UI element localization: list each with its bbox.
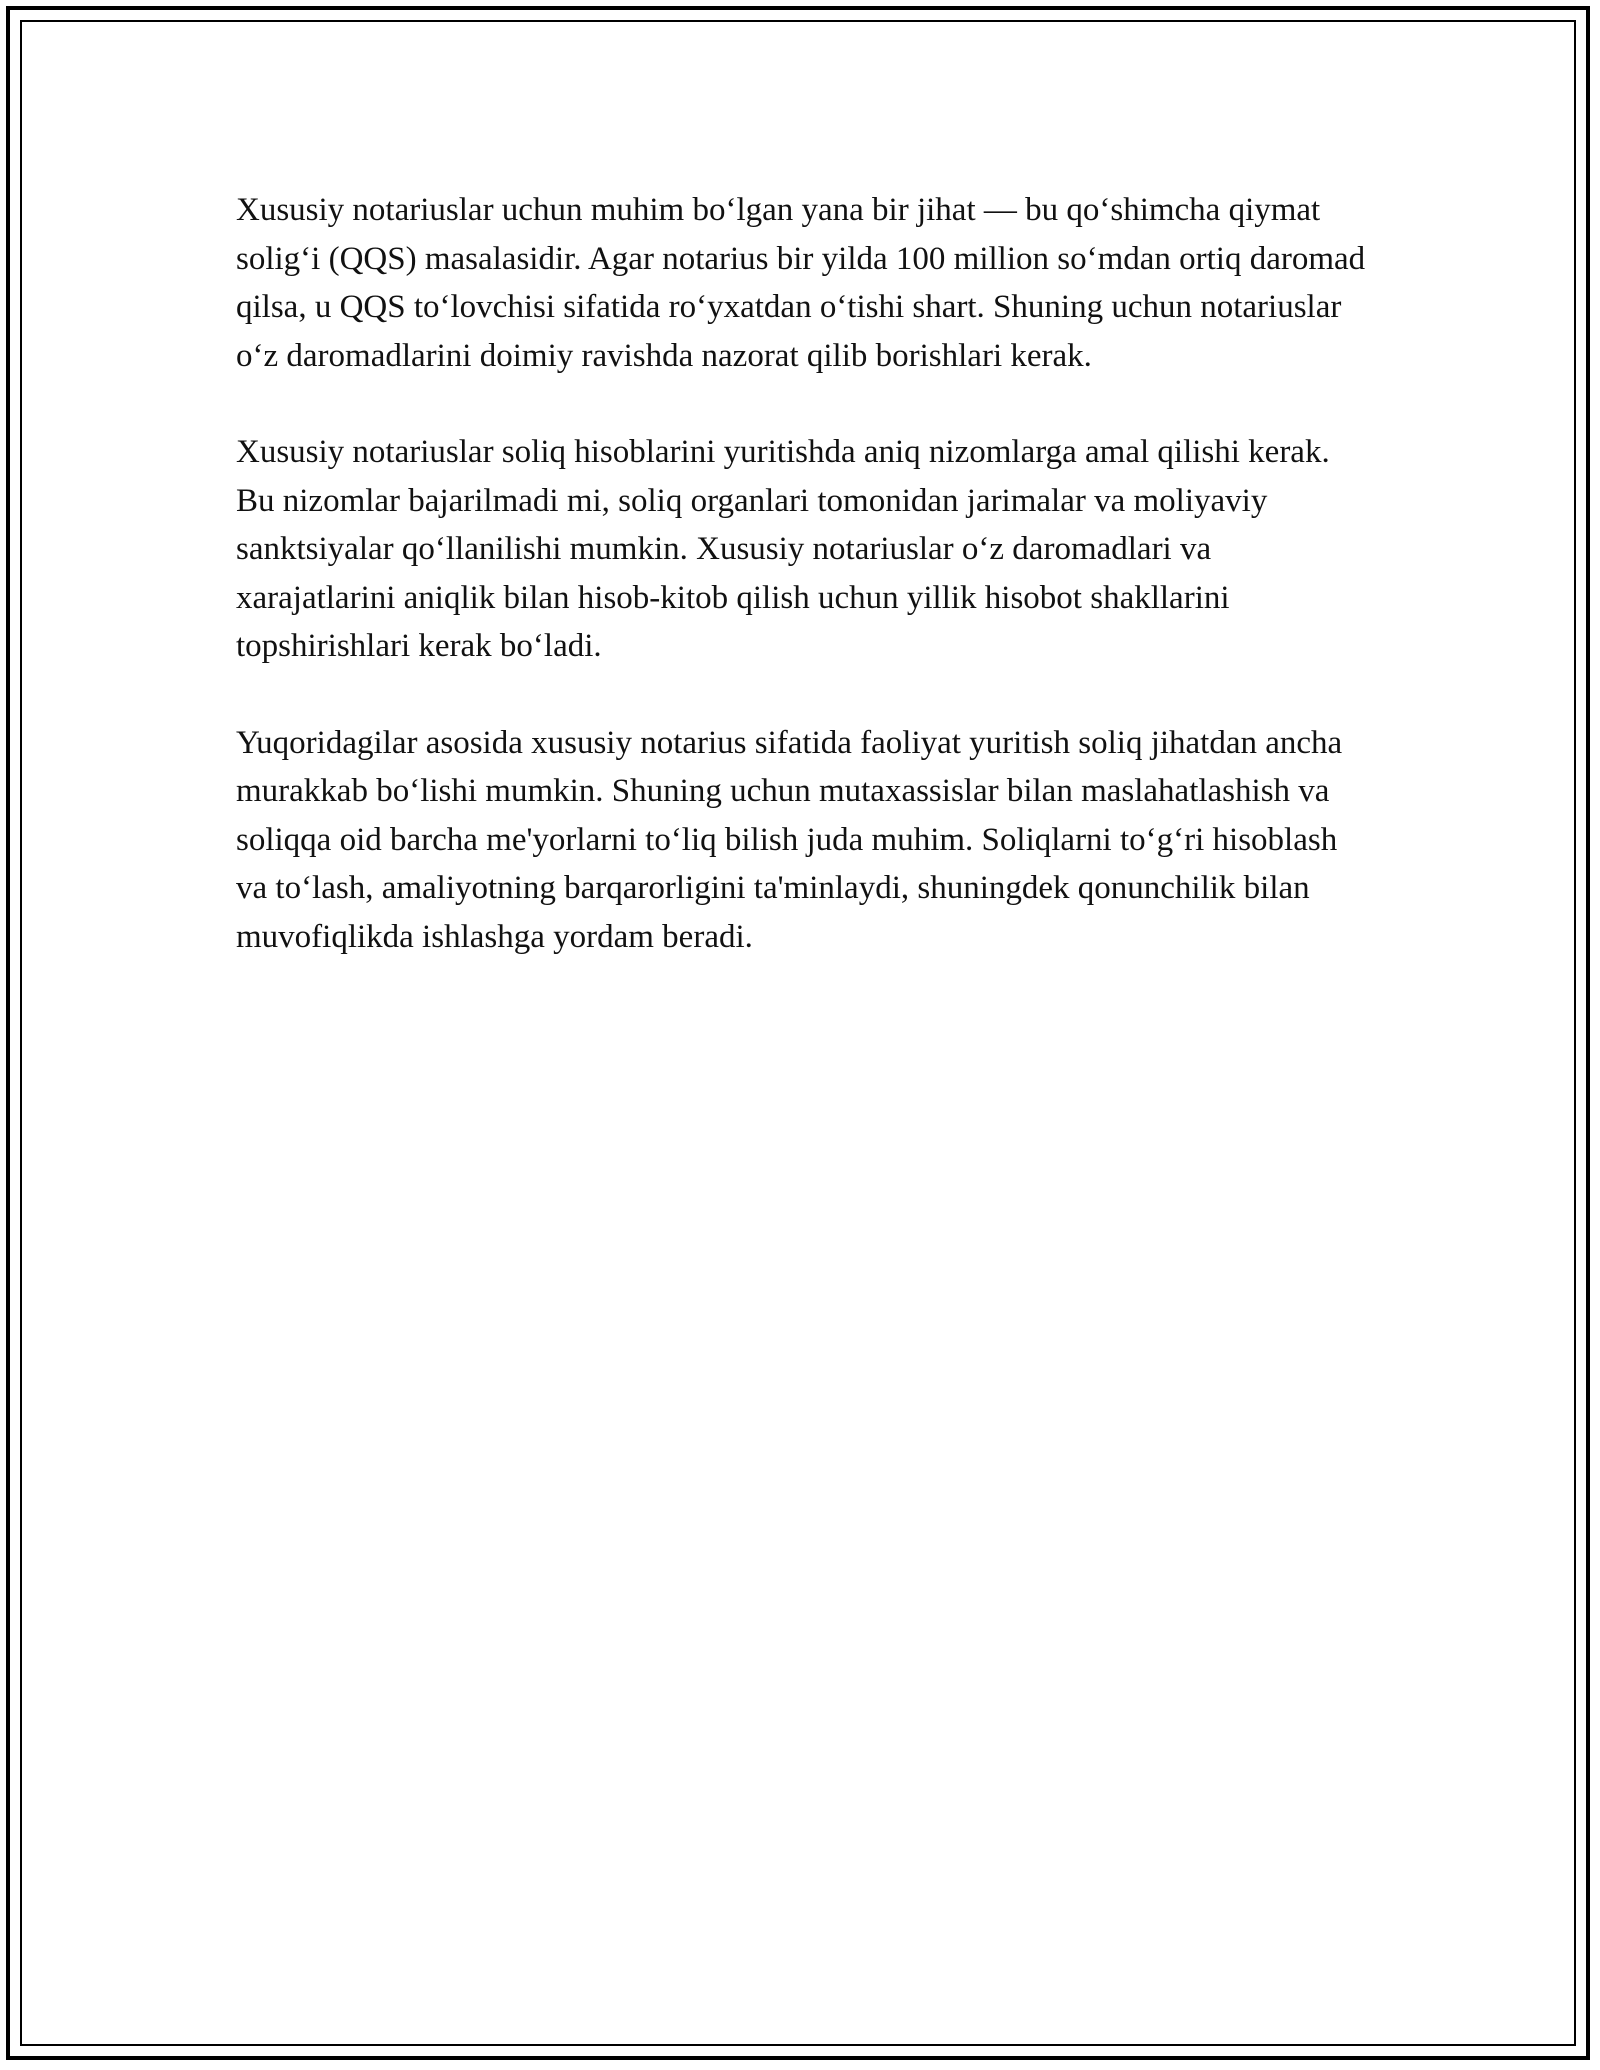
paragraph-3: Yuqoridagilar asosida xususiy notarius sifatida faoliyat yuritish soliq jihatdan ancha murakkab bo‘lishi mumkin. Shuning uchun mutaxassislar bilan maslahatlashish va soliqqa oid barcha me'yorlarni to‘liq bilish juda muhim. Soliqlarni to‘g‘ri hisoblash va to‘lash, amaliyotning barqarorligini ta'minlaydi, shuningdek qonunchilik bilan muvofiqlikda ishlashga yordam beradi. [236,724,1343,955]
paragraph-1: Xususiy notariuslar uchun muhim bo‘lgan yana bir jihat — bu qo‘shimcha qiymat solig‘i (QQS) masalasidir. Agar notarius bir yilda 100 million so‘mdan ortiq daromad qilsa, u QQS to‘lovchisi sifatida ro‘yxatdan o‘tishi shart. Shuning uchun notariuslar o‘z daromadlarini doimiy ravishda nazorat qilib borishlari kerak. [236,192,1366,374]
paragraph-2: Xususiy notariuslar soliq hisoblarini yuritishda aniq nizomlarga amal qilishi kerak. Bu nizomlar bajarilmadi mi, soliq organlari tomonidan jarimalar va moliyaviy sanktsiyalar qo‘llanilishi mumkin. Xususiy notariuslar o‘z daromadlari va xarajatlarini aniqlik bilan hisob-kitob qilish uchun yillik hisobot shakllarini topshirishlari kerak bo‘ladi. [236,434,1330,664]
document-body [236,186,1366,1009]
